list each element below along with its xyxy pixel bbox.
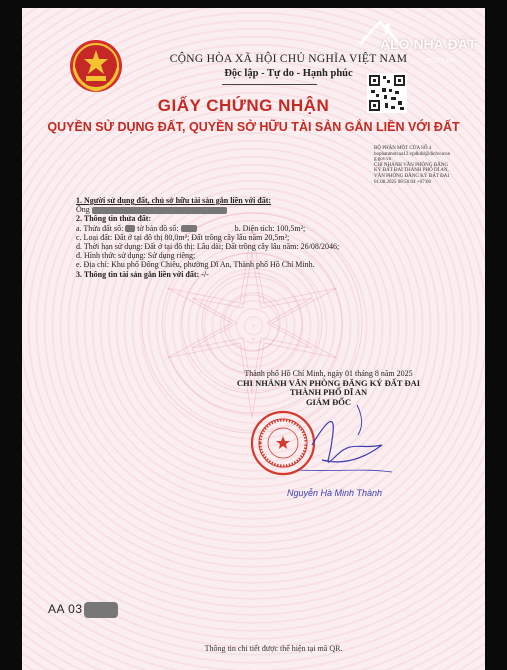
office-name-line2: THÀNH PHỐ DĨ AN — [289, 387, 368, 397]
serial-prefix: AA 03 — [48, 602, 83, 617]
parcel-number-label: a. Thửa đất số: — [76, 223, 124, 233]
office-name-line1: CHI NHÁNH VĂN PHÒNG ĐĂNG KÝ ĐẤT ĐAI — [236, 378, 421, 388]
serial-number — [48, 602, 118, 618]
note-line: g.gov.vn — [374, 157, 392, 163]
republic-heading: CỘNG HÒA XÃ HỘI CHỦ NGHĨA VIỆT NAM — [169, 53, 408, 65]
usage-form-line: đ. Hình thức sử dụng: Sử dụng riêng; — [76, 251, 196, 261]
motto-heading: Độc lập - Tự do - Hạnh phúc — [224, 68, 353, 79]
section-1-title: 1. Người sử dụng đất, chủ sở hữu tài sản gắn liền với đất: — [76, 196, 272, 205]
note-line: CHI NHÁNH VĂN PHÒNG ĐĂNG — [374, 162, 449, 168]
owner-line — [76, 205, 476, 214]
director-title: GIÁM ĐỐC — [305, 397, 352, 407]
qr-footer-note: Thông tin chi tiết được thể hiện tại mã QR. — [204, 644, 343, 653]
redacted-serial — [84, 602, 118, 618]
address-line: e. Địa chỉ: Khu phố Đông Chiêu, phường Dĩ An, Thành phố Hồ Chí Minh. — [76, 260, 315, 270]
watermark-domain: .com.vn — [424, 55, 456, 65]
certificate-body — [76, 196, 476, 279]
map-sheet-label: tờ bản đồ số: — [137, 223, 179, 233]
redacted-parcel-number — [125, 225, 135, 232]
certificate-subtitle: QUYỀN SỬ DỤNG ĐẤT, QUYỀN SỞ HỮU TÀI SẢN GẮN LIỀN VỚI ĐẤT — [47, 120, 460, 134]
national-emblem-icon — [68, 38, 124, 94]
note-line: VĂN PHÒNG ĐĂNG KÝ ĐẤT ĐAI — [374, 173, 450, 179]
parcel-line — [76, 224, 476, 233]
motto-underline — [222, 84, 317, 85]
certificate-title: GIẤY CHỨNG NHẬN — [157, 96, 330, 115]
land-type-line: c. Loại đất: Đất ở tại đô thị 80,0m²; Đất trồng cây lâu năm 20,5m²; — [76, 232, 290, 242]
owner-label: Ông — [76, 205, 90, 215]
term-line: d. Thời hạn sử dụng: Đất ở tại đô thị: Lâu dài; Đất trồng cây lâu năm: 26/08/2046; — [76, 242, 340, 252]
note-line: 01.08.2025 08:56:04 +07:00 — [374, 179, 431, 185]
redacted-map-sheet — [181, 225, 197, 232]
note-line: bophanmotcua12.vpdkdd@dichvucon — [374, 151, 451, 157]
place-date: Thành phố Hồ Chí Minh, ngày 01 tháng 8 năm 2025 — [244, 369, 413, 378]
certificate-page — [22, 8, 485, 670]
handwritten-signature — [292, 400, 402, 480]
section-2-title: 2. Thông tin thửa đất: — [76, 214, 152, 224]
area-value: b. Diện tích: 100,5m²; — [234, 223, 306, 233]
note-line: BỘ PHẬN MỘT CỬA SỐ 4 — [374, 146, 432, 151]
watermark-brand: ALO NHÀ ĐẤT — [380, 36, 477, 52]
note-line: KÝ ĐẤT ĐAI THÀNH PHỐ DĨ AN, — [374, 168, 449, 174]
signer-name: Nguyễn Hà Minh Thành — [287, 488, 383, 498]
redacted-owner-name — [92, 207, 227, 214]
section-3-title: 3. Thông tin tài sản gắn liền với đất: -/- — [76, 269, 209, 279]
digital-signature-note — [374, 146, 484, 185]
